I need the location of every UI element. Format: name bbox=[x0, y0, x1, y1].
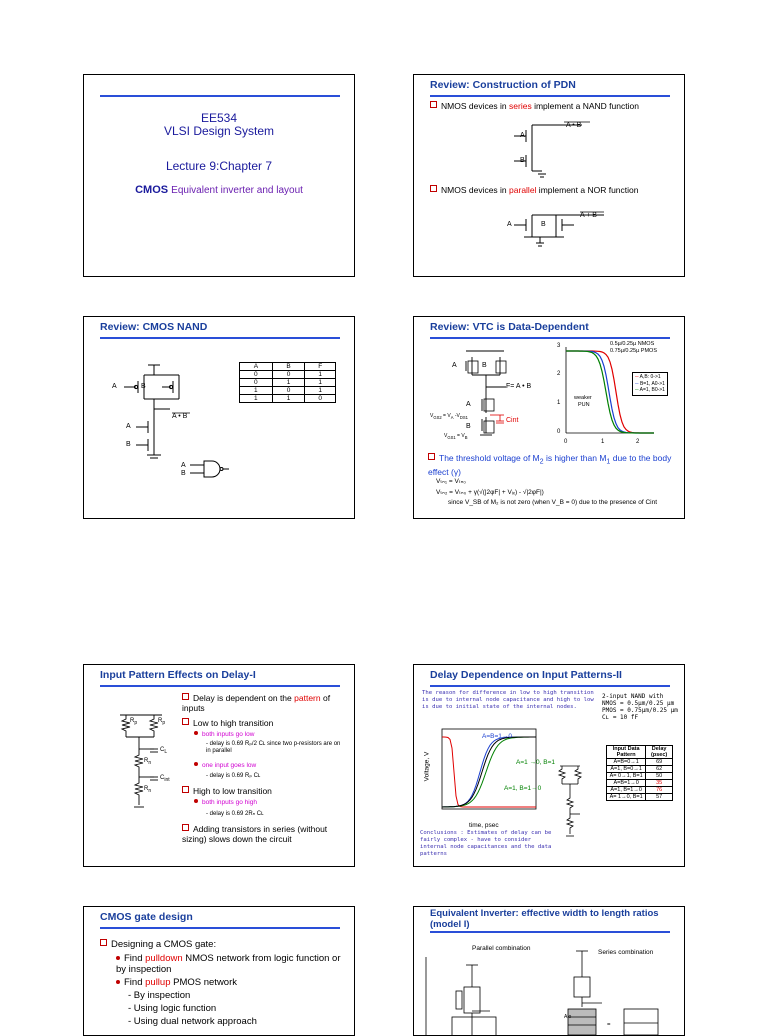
delay-waveform-plot bbox=[428, 727, 538, 827]
course-code: EE534 bbox=[200, 111, 238, 125]
slide-heading: Review: Construction of PDN bbox=[430, 79, 576, 91]
bullet-icon bbox=[182, 824, 189, 831]
equiv-inverter-diagram bbox=[414, 907, 685, 1036]
nand-gate-symbol bbox=[190, 461, 229, 477]
heading-rule bbox=[430, 685, 670, 687]
heading-rule bbox=[100, 927, 340, 929]
pmos-b-label: B bbox=[141, 383, 146, 390]
gate-b-label: B bbox=[181, 470, 186, 477]
cmos-nand-schematic bbox=[84, 317, 355, 519]
slide-heading: Review: VTC is Data-Dependent bbox=[430, 321, 589, 333]
table-row: A= 1→0, B=1 57 bbox=[607, 794, 673, 801]
vgs2-label: $V_{GS2} = V_A$ $-V_{DS1}$ bbox=[430, 413, 468, 420]
threshold-bullet: The threshold voltage of $M_2$ is higher than $M_1$ due to the body effect (γ) bbox=[428, 453, 672, 477]
vtc-nmos-a-label: A bbox=[466, 401, 471, 408]
gate-a-label: A bbox=[181, 462, 186, 469]
bullet-icon bbox=[182, 786, 189, 793]
method-inspection: - By inspection bbox=[128, 990, 191, 1001]
input-b-label: B bbox=[520, 157, 525, 164]
method-logic: - Using logic function bbox=[128, 1003, 217, 1014]
bullet-designing: Designing a CMOS gate: bbox=[100, 939, 216, 950]
vtc-plot bbox=[556, 343, 656, 453]
slide-heading: Equivalent Inverter: effective width to length ratios (model I) bbox=[430, 908, 659, 930]
x-tick-label: 2 bbox=[636, 439, 640, 445]
slide-equiv-inverter bbox=[413, 906, 685, 1036]
legend-item: ─ A=1, B0->1 bbox=[635, 387, 665, 393]
y-tick-label: 3 bbox=[557, 343, 561, 349]
curve-label: A=1, B=1→0 bbox=[504, 785, 542, 792]
x-tick-label: 1 bbox=[601, 439, 605, 445]
table-row: A= 0→1, B=1 50 bbox=[607, 773, 673, 780]
bullet-icon bbox=[194, 762, 198, 766]
bullet-low-high: Low to high transition bbox=[182, 718, 273, 728]
bullet-pattern: Delay is dependent on the pattern of inputs bbox=[182, 693, 331, 713]
course-name: VLSI Design System bbox=[163, 124, 275, 138]
table-row: A=B=1→0 35 bbox=[607, 780, 673, 787]
x-tick-label: 0 bbox=[564, 439, 568, 445]
bullet-high-low: High to low transition bbox=[182, 786, 272, 796]
slide-heading: CMOS gate design bbox=[100, 911, 193, 923]
vt2-equation: Vₜₙ₂ = Vₜₙ₀ + γ(√(|2φF| + Vᵢₓ) - √|2φF|) bbox=[436, 489, 544, 496]
slide-title bbox=[83, 74, 355, 277]
bullet-icon bbox=[100, 939, 107, 946]
slide-delay-2 bbox=[413, 664, 685, 867]
nor-input-a-label: A bbox=[507, 221, 512, 228]
rn-label: $R_n$ bbox=[144, 758, 152, 767]
slide-gate-design bbox=[83, 906, 355, 1036]
table-row: 0 1 1 bbox=[240, 379, 336, 387]
curve-label: A=B=1→0 bbox=[482, 733, 512, 740]
lecture-number: Lecture 9:Chapter 7 bbox=[165, 159, 273, 173]
bullet-icon bbox=[430, 185, 437, 192]
rc-network-diagram bbox=[554, 760, 604, 850]
pun-label: PUN bbox=[578, 402, 590, 408]
cint-label: Cint bbox=[506, 417, 519, 424]
sub-pulldown: Find pulldown NMOS network from logic function or by inspection bbox=[116, 953, 341, 975]
title-rule bbox=[100, 95, 340, 97]
table-row: A=1, B=1→0 76 bbox=[607, 787, 673, 794]
nand-output-label: A • B bbox=[566, 122, 582, 129]
y-axis-label: Voltage, V bbox=[423, 751, 431, 782]
curve-label: A=1 →0, B=1 bbox=[516, 759, 556, 766]
table-row: 0 0 1 bbox=[240, 371, 336, 379]
nmos-size-note: 0.5µ/0.25µ NMOS bbox=[610, 341, 655, 347]
bullet-series: Adding transistors in series (without sizing) slows down the circuit bbox=[182, 824, 328, 844]
pmos-size-note: 0.75µ/0.25µ PMOS bbox=[610, 348, 657, 354]
table-row: A=B=0→1 69 bbox=[607, 759, 673, 766]
x-axis-label: time, psec bbox=[469, 822, 499, 829]
nor-input-b-label: B bbox=[541, 221, 546, 228]
truth-table: A B F 0 0 1 0 1 1 1 0 1 1 1 0 bbox=[239, 362, 336, 403]
legend-item: ─ A,B: 0->1 bbox=[635, 374, 661, 380]
legend-item: ─ B=1, A0->1 bbox=[635, 380, 665, 387]
cint-label: $C_{int}$ bbox=[160, 775, 170, 784]
vtc-b-label: B bbox=[482, 362, 487, 369]
input-a-label: A bbox=[520, 132, 525, 139]
nmos-a-label: A bbox=[126, 423, 131, 430]
nmos-b-label: B bbox=[126, 441, 131, 448]
slide-delay-1 bbox=[83, 664, 355, 867]
table-row: 1 1 0 bbox=[240, 395, 336, 403]
bullet-icon bbox=[182, 718, 189, 725]
method-dual: - Using dual network approach bbox=[128, 1016, 257, 1027]
vt1-equation: Vₜₙ₁ = Vₜₙ₀ bbox=[436, 478, 466, 485]
slide-vtc bbox=[413, 316, 685, 519]
delay-one-low: - delay is 0.69 Rₚ Cʟ bbox=[206, 773, 261, 779]
reason-note: The reason for difference in low to high transition is due to internal node capacitance and high to low is due to initial state of the internal nodes. bbox=[422, 690, 594, 710]
pmos-a-label: A bbox=[112, 383, 117, 390]
lecture-topic bbox=[84, 184, 354, 196]
bullet-parallel: NMOS devices in parallel implement a NOR function bbox=[430, 185, 638, 195]
series-label: Series combination bbox=[598, 949, 654, 956]
rp-label: $R_p$ bbox=[130, 718, 138, 727]
sub-both-low: both inputs go low bbox=[194, 730, 254, 740]
sub-one-low: one input goes low bbox=[194, 761, 256, 771]
svg-text:=: = bbox=[607, 1022, 611, 1028]
nand-spec: 2-input NAND with NMOS = 0.5µm/0.25 µm PMOS = 0.75µm/0.25 µm Cʟ = 10 fF bbox=[602, 693, 678, 721]
bullet-icon bbox=[116, 980, 120, 984]
delay-table: Input Data Pattern Delay (psec) A=B=0→1 69 A=1, B=0→1 62 A= 0→1, B=1 50 A=B=1→0 35 A=1, B=1→0 76 A= 1→0, B=1 57 bbox=[606, 745, 673, 801]
weaker-label: weaker bbox=[574, 395, 592, 401]
slide-heading: Input Pattern Effects on Delay-I bbox=[100, 669, 256, 681]
y-tick-label: 2 bbox=[557, 371, 561, 377]
vtc-output-label: F= A • B bbox=[506, 383, 532, 390]
body-effect-note: since V_SB of M₂ is not zero (when V_B = 0) due to the presence of Cint bbox=[448, 499, 658, 506]
vgs1-label: $V_{GS1} = V_B$ bbox=[444, 433, 468, 440]
parallel-label: Parallel combination bbox=[472, 945, 531, 952]
rn-label: $R_n$ bbox=[144, 786, 152, 795]
slide-heading: Delay Dependence on Input Patterns-II bbox=[430, 669, 622, 681]
y-tick-label: 1 bbox=[557, 400, 561, 406]
slide-heading: Review: CMOS NAND bbox=[100, 321, 208, 333]
bullet-series: NMOS devices in series implement a NAND function bbox=[430, 101, 639, 111]
bullet-icon bbox=[182, 693, 189, 700]
svg-text:A o: A o bbox=[564, 1014, 572, 1020]
rp-label: $R_p$ bbox=[158, 718, 166, 727]
bullet-icon bbox=[194, 731, 198, 735]
nor-output-label: A + B bbox=[580, 212, 597, 219]
slide-pdn bbox=[413, 74, 685, 277]
delay-both-high: - delay is 0.69 2Rₙ Cʟ bbox=[206, 811, 264, 817]
cl-label: $C_L$ bbox=[160, 747, 168, 756]
slide-cmos-nand bbox=[83, 316, 355, 519]
vtc-legend bbox=[632, 372, 668, 396]
table-row: A=1, B=0→1 62 bbox=[607, 766, 673, 773]
conclusion-note: Conclusions : Estimates of delay can be fairly complex - have to consider internal node capacitances and the data patterns bbox=[420, 830, 552, 857]
sub-both-high: both inputs go high bbox=[194, 798, 257, 808]
delay-both-low: - delay is 0.69 Rₚ/2 Cʟ since two p-resistors are on in parallel bbox=[206, 741, 341, 754]
vtc-nmos-b-label: B bbox=[466, 423, 471, 430]
nand-output-label: A • B bbox=[172, 413, 188, 420]
bullet-icon bbox=[428, 453, 435, 460]
topic-rest: Equivalent inverter and layout bbox=[171, 185, 303, 196]
y-tick-label: 0 bbox=[557, 429, 561, 435]
topic-strong: CMOS bbox=[135, 184, 169, 196]
bullet-icon bbox=[194, 799, 198, 803]
vtc-a-label: A bbox=[452, 362, 457, 369]
nand-pdn-diagram bbox=[414, 75, 685, 277]
table-row: 1 0 1 bbox=[240, 387, 336, 395]
sub-pullup: Find pullup PMOS network bbox=[116, 977, 237, 988]
bullet-icon bbox=[116, 956, 120, 960]
